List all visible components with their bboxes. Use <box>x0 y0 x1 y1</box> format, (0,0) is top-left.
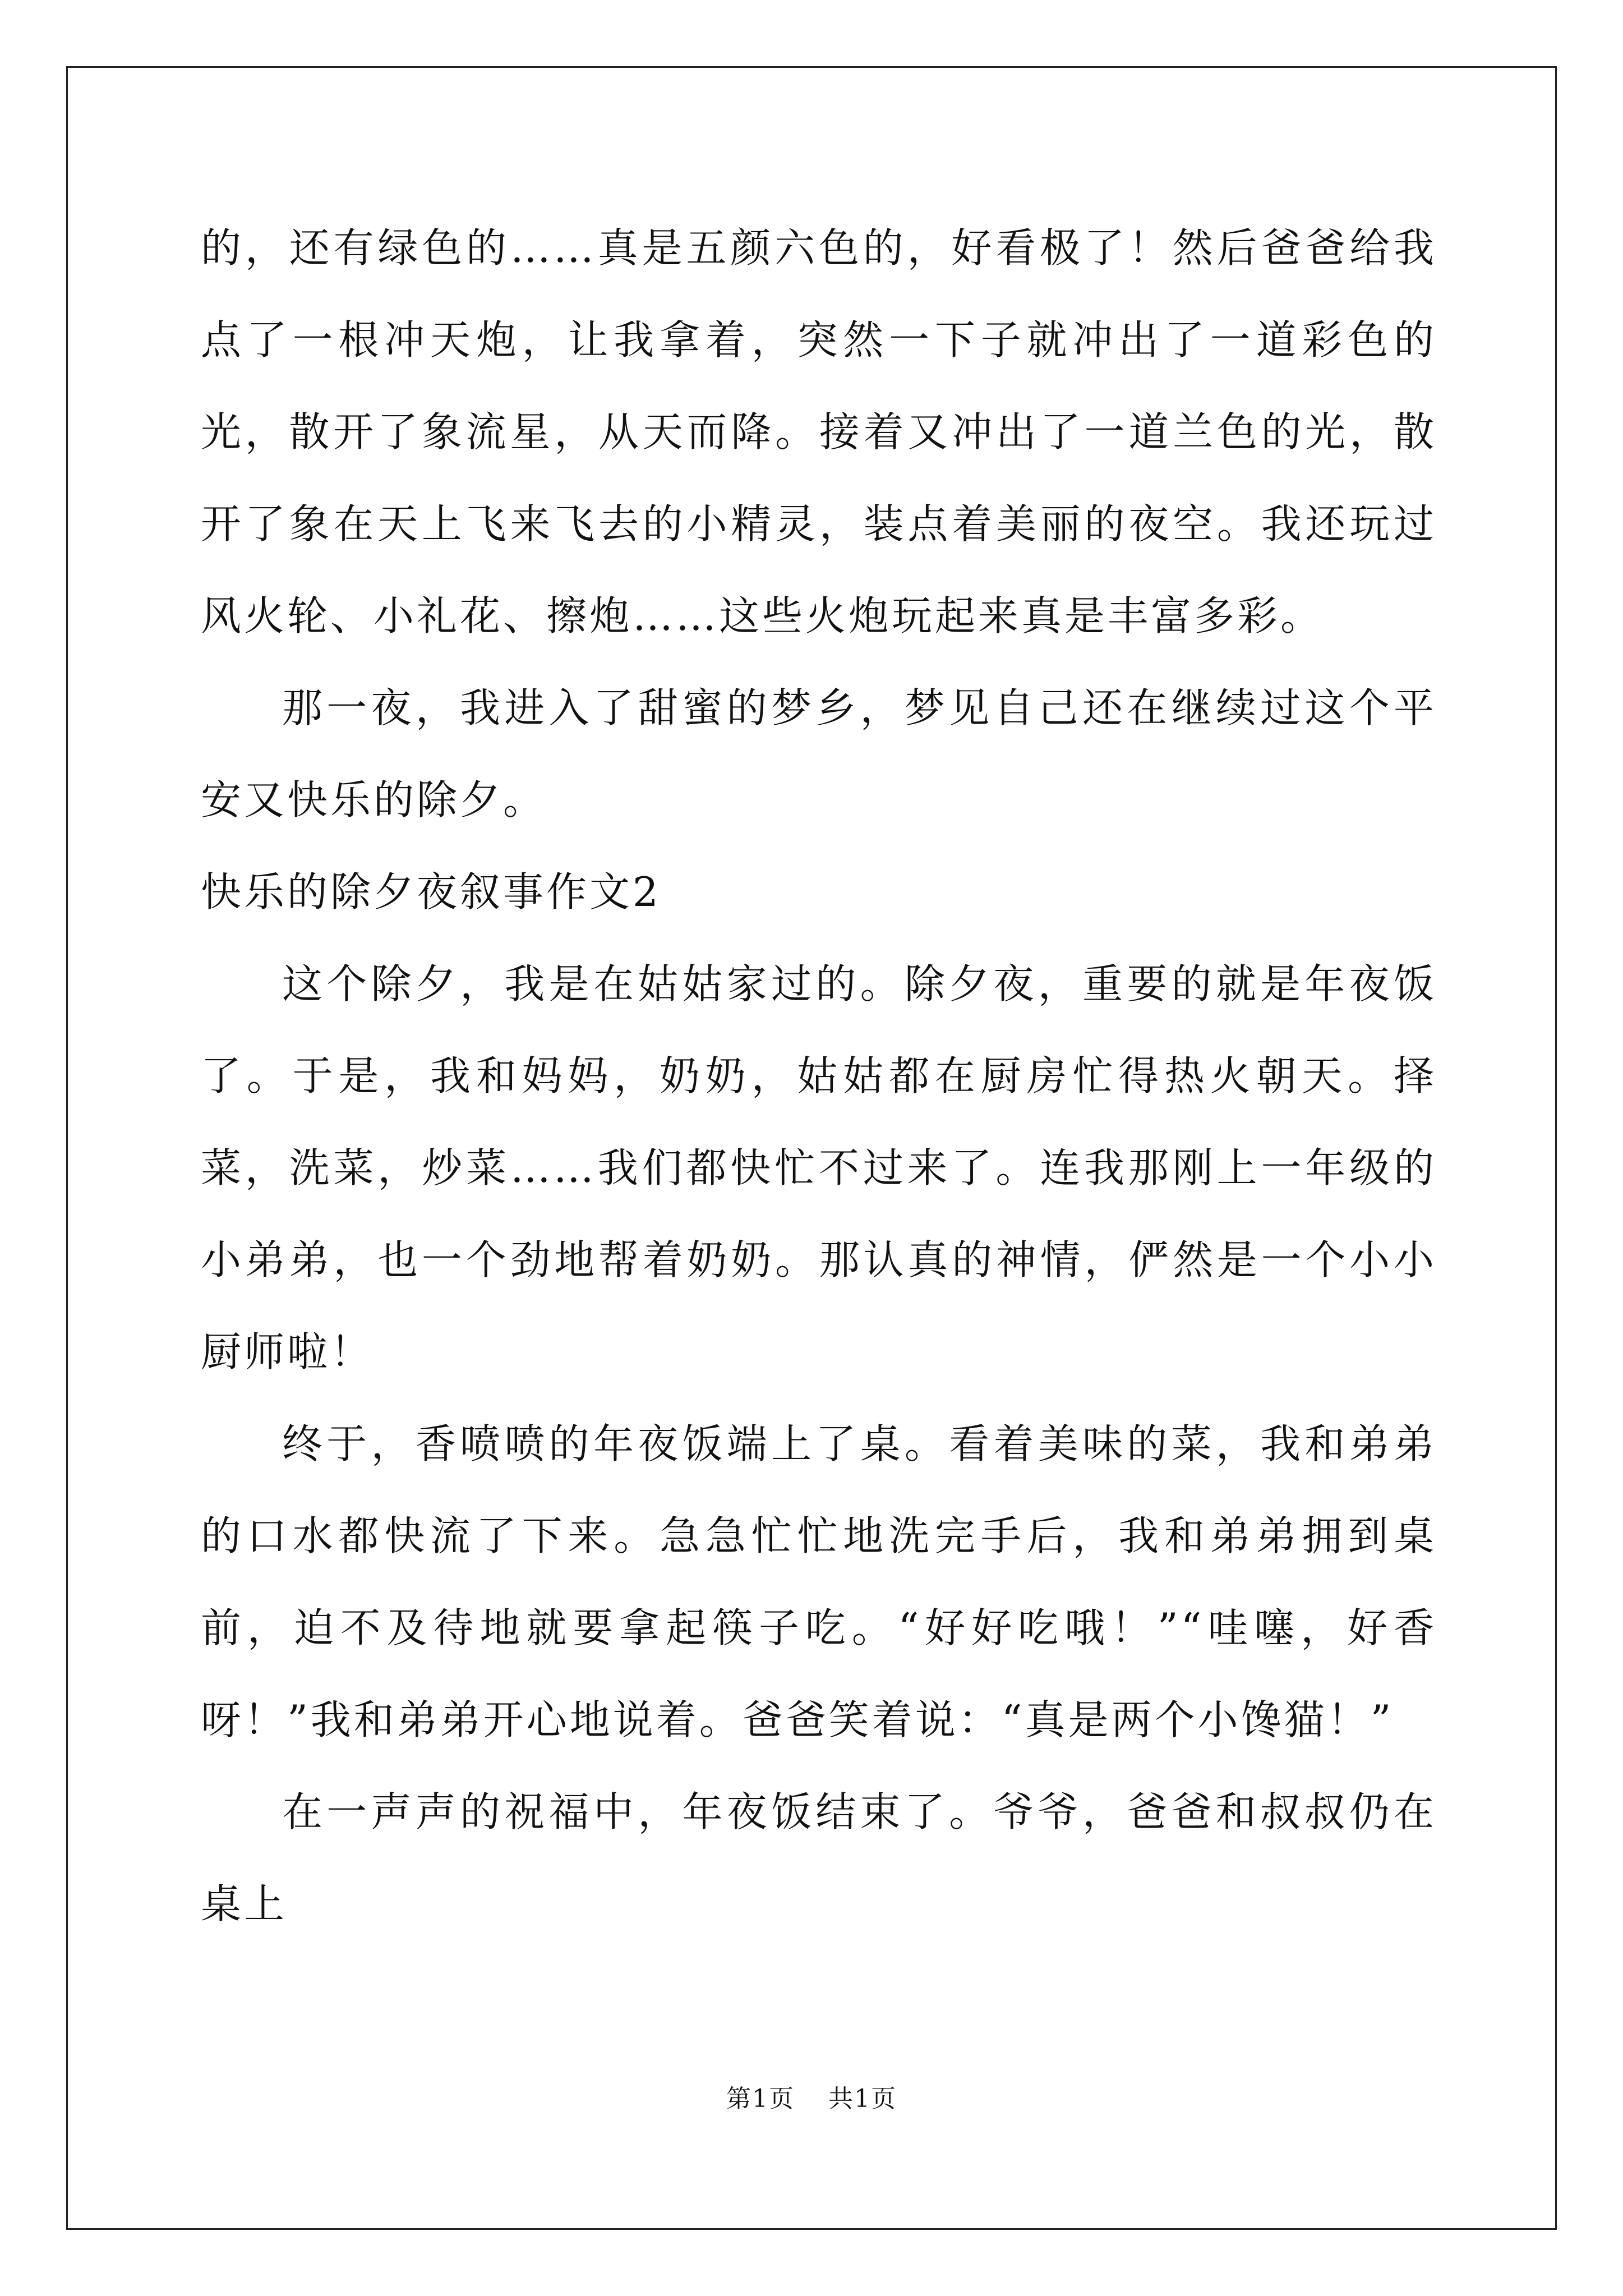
page-total: 共1页 <box>828 2085 897 2113</box>
page-footer <box>0 2082 1623 2116</box>
paragraph-dinner: 终于，香喷喷的年夜饭端上了桌。看着美味的菜，我和弟弟的口水都快流了下来。急急忙忙地洗完手后，我和弟弟拥到桌前，迫不及待地就要拿起筷子吃。“好好吃哦！”“哇噻，好香呀！”我和弟弟开心地说着。爸爸笑着说：“真是两个小馋猫！” <box>201 1420 1437 1743</box>
paragraph-dream: 那一夜，我进入了甜蜜的梦乡，梦见自己还在继续过这个平安又快乐的除夕。 <box>201 684 1437 823</box>
page-number: 第1页 <box>726 2085 795 2113</box>
paragraph-aunt-house: 这个除夕，我是在姑姑家过的。除夕夜，重要的就是年夜饭了。于是，我和妈妈，奶奶，姑姑都在厨房忙得热火朝天。择菜，洗菜，炒菜……我们都快忙不过来了。连我那刚上一年级的小弟弟，也一个劲地帮着奶奶。那认真的神情，俨然是一个小小厨师啦！ <box>201 960 1437 1375</box>
section-heading: 快乐的除夕夜叙事作文2 <box>201 868 661 915</box>
document-body <box>201 202 1437 1950</box>
paragraph-blessings: 在一声声的祝福中，年夜饭结束了。爷爷，爸爸和叔叔仍在桌上 <box>201 1788 1437 1927</box>
paragraph-fireworks: 的，还有绿色的……真是五颜六色的，好看极了！然后爸爸给我点了一根冲天炮，让我拿着，突然一下子就冲出了一道彩色的光，散开了象流星，从天而降。接着又冲出了一道兰色的光，散开了象在天上飞来飞去的小精灵，装点着美丽的夜空。我还玩过风火轮、小礼花、擦炮……这些火炮玩起来真是丰富多彩。 <box>201 224 1437 639</box>
